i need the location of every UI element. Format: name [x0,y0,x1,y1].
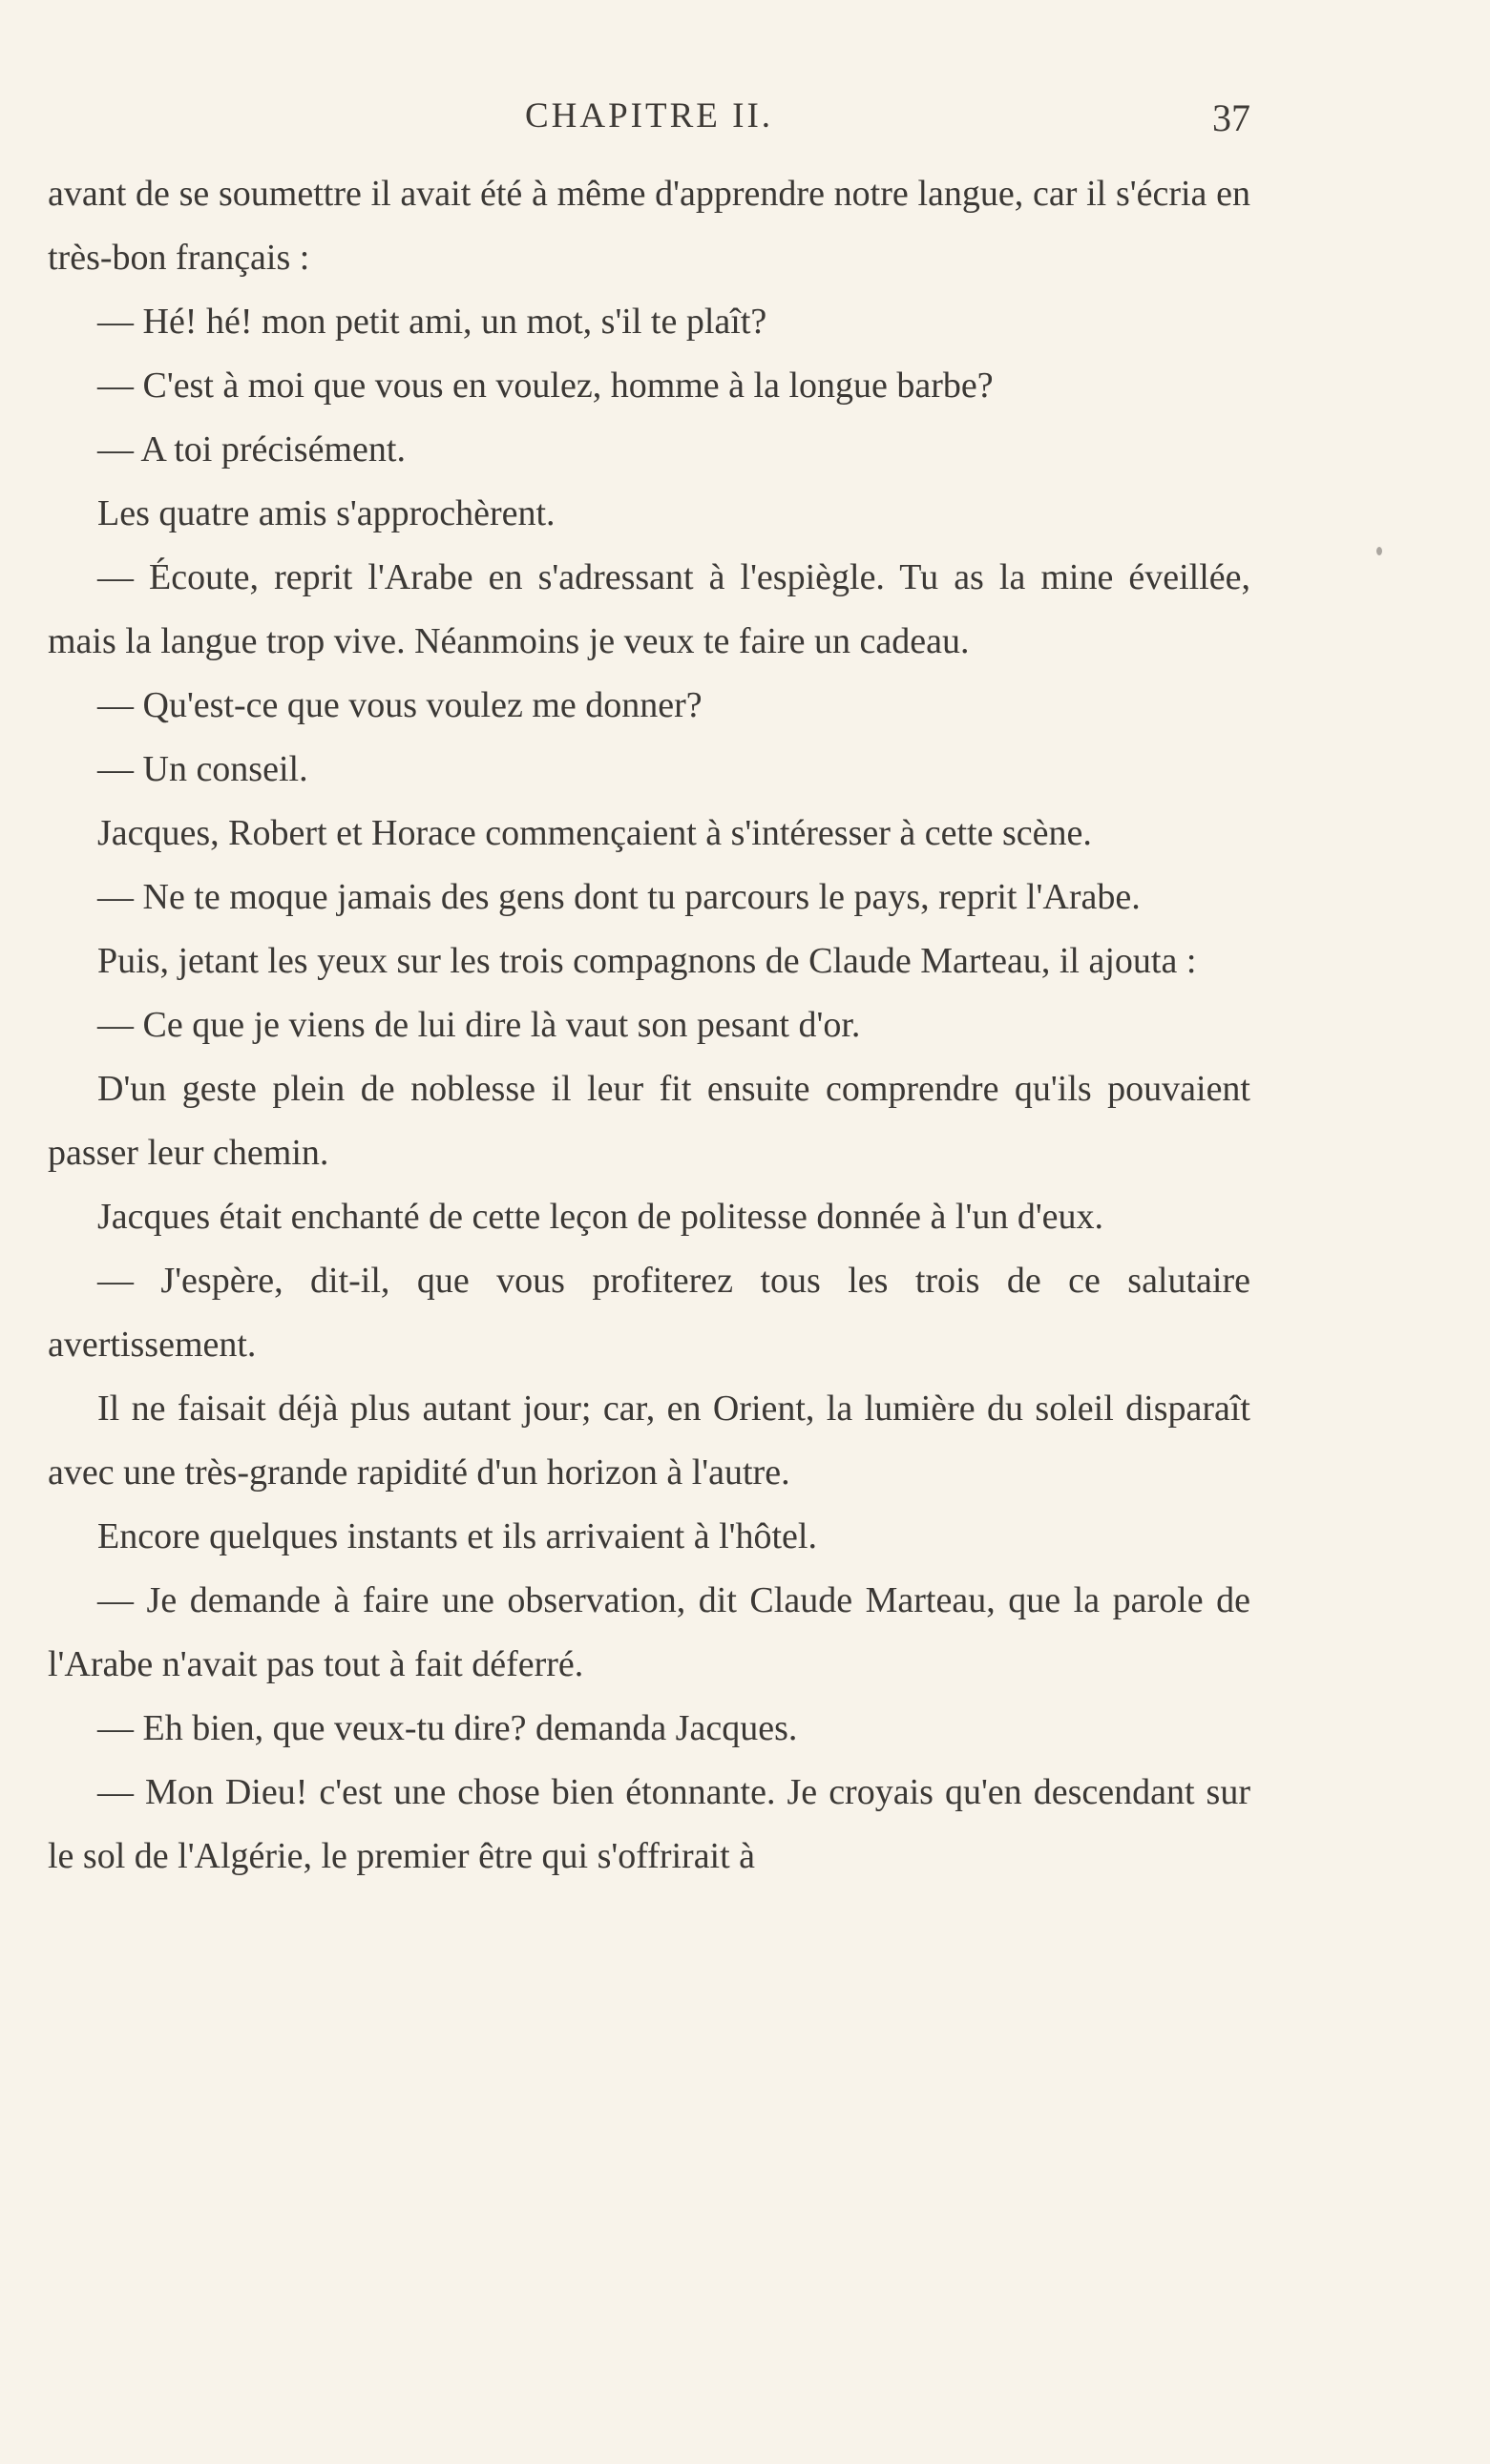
page-header [48,95,1250,153]
paragraph: — Un conseil. [97,749,308,789]
ink-speck [1376,547,1382,555]
paragraph: — Mon Dieu! c'est une chose bien étonnante. Je croyais qu'en descendant sur le sol de l'Algérie, le premier être qui s'offrirait à [48,1772,1250,1876]
paragraph: avant de se soumettre il avait été à même d'apprendre notre langue, car il s'écria en très-bon français : [48,174,1250,278]
paragraph: — Eh bien, que veux-tu dire? demanda Jacques. [97,1708,798,1748]
paragraph: — J'espère, dit-il, que vous profiterez tous les trois de ce salutaire avertissement. [48,1261,1250,1365]
paragraph: D'un geste plein de noblesse il leur fit ensuite comprendre qu'ils pouvaient passer leur chemin. [48,1069,1250,1173]
paragraph: Il ne faisait déjà plus autant jour; car, en Orient, la lumière du soleil disparaît avec une très-grande rapidité d'un horizon à l'autre. [48,1389,1250,1493]
paragraph: — Ne te moque jamais des gens dont tu parcours le pays, reprit l'Arabe. [97,877,1141,917]
body-text [48,162,1250,1889]
paragraph: Jacques était enchanté de cette leçon de politesse donnée à l'un d'eux. [97,1197,1104,1237]
paragraph: — Qu'est-ce que vous voulez me donner? [97,685,703,725]
paragraph: Jacques, Robert et Horace commençaient à s'intéresser à cette scène. [97,813,1092,853]
paragraph: — Je demande à faire une observation, dit Claude Marteau, que la parole de l'Arabe n'avait pas tout à fait déferré. [48,1580,1250,1684]
paragraph: — Écoute, reprit l'Arabe en s'adressant à l'espiègle. Tu as la mine éveillée, mais la langue trop vive. Néanmoins je veux te faire un cadeau. [48,557,1250,661]
page-number: 37 [1212,96,1250,139]
paragraph: — Hé! hé! mon petit ami, un mot, s'il te plaît? [97,302,767,342]
paragraph: — C'est à moi que vous en voulez, homme à la longue barbe? [97,365,994,406]
running-title: CHAPITRE II. [524,96,774,136]
paragraph: — Ce que je viens de lui dire là vaut son pesant d'or. [97,1005,861,1045]
paragraph: Les quatre amis s'approchèrent. [97,493,556,533]
paragraph: — A toi précisément. [97,429,406,470]
paragraph: Puis, jetant les yeux sur les trois compagnons de Claude Marteau, il ajouta : [97,941,1197,981]
paragraph: Encore quelques instants et ils arrivaient à l'hôtel. [97,1516,817,1556]
